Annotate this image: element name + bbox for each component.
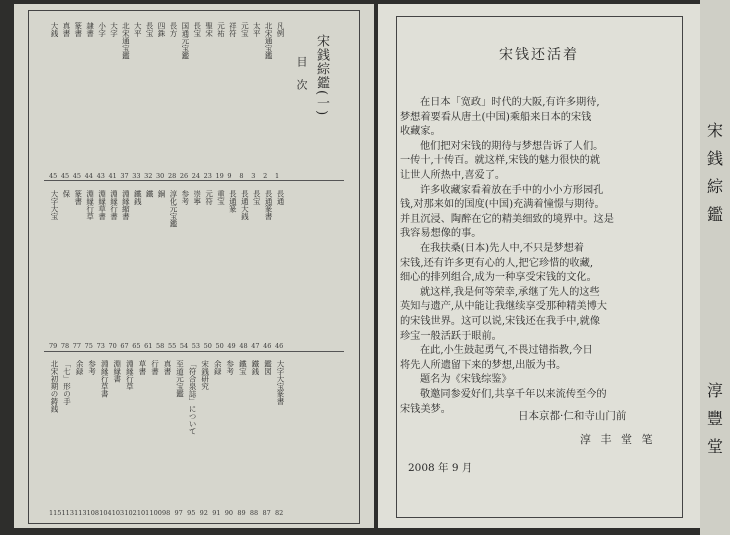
toc-entry-page: 32 [144,172,153,180]
preface-line: 收藏家。 [400,126,441,138]
toc-entry-label: 参考 [225,360,235,375]
toc-entry-page: 88 [249,509,259,517]
toc-entry-label: 元宝 [240,22,250,37]
toc-entry-label: 参考 [180,190,190,205]
toc-entry-page: 26 [179,172,189,180]
preface-line: 在此,小生鼓起勇气,不畏过错指教,今日 [420,345,593,357]
toc-entry-page: 92 [199,509,208,517]
toc-entry-label: 凡例 [276,22,285,37]
preface-line: 钱,对那来如的国度(中国)充满着憧憬与期待。 [400,199,605,211]
spine-character: 豐 [707,409,724,428]
toc-entry-label: 真書 [61,22,71,37]
toc-entry-page: 50 [215,342,224,350]
toc-entry-label: 崇寧 [192,190,202,205]
preface-line: 许多收藏家看着放在手中的小小方形园孔 [420,184,604,196]
toc-entry-page: 24 [191,172,201,180]
toc-entry-page: 113 [74,509,87,517]
toc-entry-page: 89 [237,509,246,517]
toc-entry-label: 聖宋 [204,22,214,37]
toc-entry-label: 北宋通宝鑑 [264,22,274,60]
toc-entry-page: 82 [275,509,284,517]
toc-entry-label: 鐵 [145,190,155,198]
toc-entry-page: 100 [149,509,162,517]
signature-author: 淳 丰 堂 笔 [580,433,656,446]
toc-entry-page: 44 [84,172,93,180]
toc-entry-label: 重宝 [216,190,226,205]
toc-entry-page: 8 [239,172,244,180]
toc-entry-page: 102 [124,509,137,517]
toc-entry-label: 長宝 [145,22,155,37]
preface-line: 在我扶桑(日本)先人中,不只是梦想着 [420,243,584,254]
toc-entry-page: 77 [72,342,82,350]
toc-entry-label: 淵縁行草 [85,190,95,220]
toc-entry-label: 「七」形の手 [62,360,72,405]
toc-entry-label: 長通大銭 [240,190,250,220]
toc-entry-page: 28 [167,172,177,180]
preface-page [378,4,700,528]
toc-entry-label: 淵縁行草 [125,360,135,390]
toc-entry-label: 元祐 [216,22,226,37]
toc-entry-label: 行書 [150,360,160,375]
toc-entry-label: 鐵銭 [133,190,143,205]
preface-line: 题名为《宋钱综鉴》 [420,374,512,386]
spine-character: 鑑 [707,205,724,224]
toc-title: 目次 [295,56,308,102]
toc-entry-page: 53 [191,342,201,350]
toc-entry-label: 長通 [276,190,285,205]
toc-entry-page: 1 [275,172,280,180]
spine-character: 堂 [707,437,724,456]
toc-entry-page: 49 [227,342,236,350]
preface-line: 我容易想像的事。 [400,228,482,240]
toc-entry-page: 50 [203,342,212,350]
preface-line: 宋钱美梦。 [400,403,451,415]
toc-entry-page: 87 [262,509,271,517]
toc-entry-label: 銅 [157,190,167,198]
toc-entry-label: 四銖 [157,22,167,37]
toc-entry-page: 9 [227,172,232,180]
toc-entry-label: 篆書 [73,22,83,37]
toc-entry-page: 75 [84,342,93,350]
toc-entry-label: 余録 [213,360,223,375]
adjacent-book-spine [700,0,730,535]
toc-entry-page: 45 [49,172,58,180]
toc-entry-label: 大平 [133,22,143,37]
toc-entry-label: 北宋通宝鑑 [121,22,131,60]
toc-entry-page: 103 [111,509,125,517]
toc-row-divider [44,180,344,181]
toc-entry-page: 101 [136,509,150,517]
toc-entry-label: 余録 [75,360,85,375]
toc-entry-label: 保 [61,190,71,198]
preface-line: 敬邀同参爱好们,共享千年以来流传至今的 [420,389,607,400]
toc-entry-page: 46 [263,342,272,350]
toc-entry-page: 98 [162,509,171,517]
toc-entry-page: 70 [108,342,117,350]
preface-line: 就这样,我是何等荣幸,承继了先人的这些 [420,286,600,298]
toc-entry-label: 大字大宝篆書 [276,360,285,405]
preface-line: 他们把对宋钱的期待与梦想告诉了人们。 [420,140,604,152]
toc-entry-label: 長宝 [192,22,202,37]
toc-entry-label: 長通篆 [228,190,238,213]
preface-line: 细心的排列组合,成为一种享受宋钱的文化。 [400,272,597,284]
toc-entry-label: 長宝 [252,190,262,205]
toc-entry-label: 淵縁書 [112,360,122,383]
toc-entry-page: 78 [60,342,70,350]
toc-entry-page: 95 [187,509,196,517]
toc-entry-label: 淵縁行書 [109,190,119,220]
toc-entry-label: 至道元宝鑑 [175,360,185,398]
preface-line: 将先人所遗留下来的梦想,出版为书。 [400,359,567,371]
signature-place: 日本京都·仁和寺山门前 [518,410,627,422]
toc-entry-label: 北宋初期の鋳銭 [50,360,59,413]
toc-entry-label: 淵縁縮書 [121,190,131,220]
toc-entry-page: 58 [156,342,165,350]
toc-entry-label: 参考 [87,360,97,375]
toc-entry-page: 47 [251,342,260,350]
toc-entry-label: 国通元宝鑑 [180,22,190,60]
toc-entry-page: 37 [120,172,129,180]
toc-entry-label: 淵縁草書 [97,190,107,220]
toc-entry-label: 鑑図 [263,360,273,375]
toc-entry-page: 104 [99,509,112,517]
toc-entry-page: 2 [263,172,268,180]
preface-line: 梦想着要看从唐土(中国)乘船来日本的宋钱 [400,111,592,123]
toc-frame [28,10,360,524]
toc-entry-label: 隷書 [85,22,95,37]
toc-page [14,4,374,528]
toc-entry-page: 65 [132,342,141,350]
toc-entry-page: 115 [49,509,62,517]
toc-entry-page: 41 [108,172,117,180]
toc-entry-label: 宋銭研究 [200,360,210,390]
preface-date: 2008 年 9 月 [408,462,473,474]
toc-entry-label: 長通篆書 [264,190,274,220]
preface-line: 的宋钱世界。这可以说,宋钱还在我手中,就像 [400,316,601,327]
spine-character: 綜 [707,177,724,196]
toc-entry-label: 真書 [163,360,172,375]
preface-line: 英知与遗产,从中能让我继续享受那种精美博大 [400,301,607,313]
toc-entry-page: 97 [174,509,183,517]
toc-entry-page: 113 [61,509,74,517]
toc-entry-page: 90 [224,509,234,517]
book-title: 宋銭綜鑑(一) [314,34,329,117]
toc-entry-label: 淳化元宝鑑 [168,190,178,228]
toc-entry-page: 33 [132,172,141,180]
toc-entry-label: 鐵宝 [238,360,248,375]
preface-line: 让世人所热中,喜爱了。 [400,170,506,181]
preface-line: 一传十,十传百。就这样,宋钱的魅力很快的就 [400,155,601,167]
spine-character: 淳 [707,381,724,400]
toc-entry-page: 43 [96,172,105,180]
spine-character: 宋 [707,121,724,140]
toc-entry-label: 淵縁行草書 [100,360,110,398]
spine-character: 銭 [707,149,724,168]
preface-title: 宋钱还活着 [499,47,579,63]
toc-entry-label: 大字 [109,22,119,37]
toc-entry-page: 3 [251,172,256,180]
toc-entry-page: 45 [72,172,82,180]
preface-line: 并且沉浸、陶醉在它的精美细致的境界中。这是 [400,213,614,225]
toc-entry-label: 鐵銭 [250,360,260,375]
toc-row-divider [44,351,344,352]
toc-entry-page: 30 [156,172,165,180]
toc-entry-label: 「符合泉誌」について [188,360,198,435]
toc-entry-page: 55 [167,342,177,350]
toc-entry-label: 大字大宝 [50,190,59,220]
toc-entry-page: 79 [49,342,58,350]
toc-entry-page: 91 [212,509,221,517]
toc-entry-label: 小字 [97,22,107,37]
preface-line: 宋钱,还有许多更有心的人,把它珍惜的收藏, [400,257,594,269]
toc-entry-page: 108 [86,509,100,517]
toc-entry-label: 祥符 [228,22,238,37]
toc-entry-page: 54 [179,342,189,350]
toc-entry-label: 大銭 [50,22,59,37]
toc-entry-page: 46 [275,342,284,350]
toc-entry-label: 篆書 [73,190,83,205]
toc-entry-page: 19 [215,172,224,180]
preface-line: 在日本「宽政」时代的大阪,有许多期待, [420,97,600,108]
toc-entry-page: 48 [239,342,248,350]
toc-entry-page: 67 [120,342,129,350]
toc-entry-page: 73 [96,342,105,350]
toc-entry-label: 草書 [137,360,147,375]
toc-entry-label: 長方 [168,22,178,37]
preface-line: 珍宝一般活跃于眼前。 [400,330,502,342]
toc-entry-page: 23 [203,172,212,180]
toc-entry-label: 太平 [252,22,262,37]
toc-entry-page: 61 [144,342,153,350]
toc-entry-page: 45 [60,172,70,180]
toc-entry-label: 元符 [204,190,214,205]
